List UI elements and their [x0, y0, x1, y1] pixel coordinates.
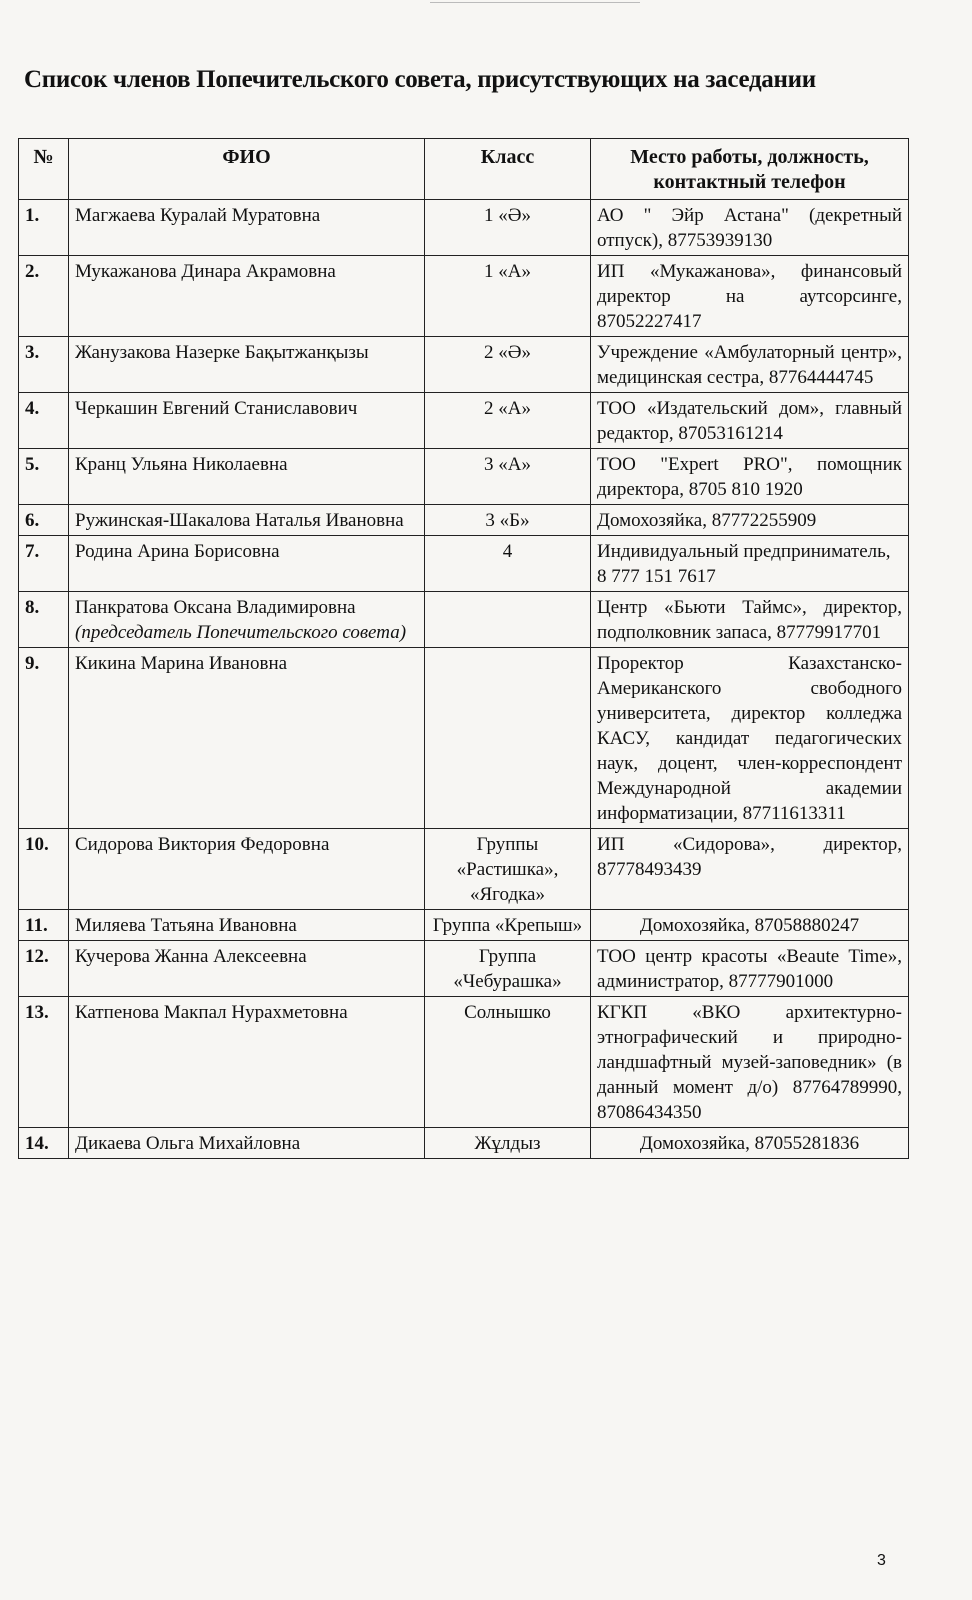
row-class: 1 «А»	[425, 256, 591, 337]
row-work: Центр «Бьюти Таймс», директор, подполковник запаса, 87779917701	[591, 592, 909, 648]
row-name: Кранц Ульяна Николаевна	[69, 449, 425, 505]
row-work: ИП «Сидорова», директор, 87778493439	[591, 829, 909, 910]
row-work: ТОО "Expert PRO", помощник директора, 8705 810 1920	[591, 449, 909, 505]
table-row	[19, 648, 909, 829]
row-name: Сидорова Виктория Федоровна	[69, 829, 425, 910]
row-name: Панкратова Оксана Владимировна	[75, 597, 356, 618]
row-work: Проректор Казахстанско-Американского свободного университета, директор колледжа КАСУ, кандидат педагогических наук, доцент, член-корреспондент Международной академии информатизации, 87711613311	[591, 648, 909, 829]
row-class: Солнышко	[425, 997, 591, 1128]
table-row	[19, 337, 909, 393]
row-class: Жұлдыз	[425, 1128, 591, 1159]
row-num: 13.	[19, 997, 69, 1128]
document-title: Список членов Попечительского совета, присутствующих на заседании	[24, 66, 816, 93]
table-row	[19, 200, 909, 256]
row-name: Катпенова Макпал Нурахметовна	[69, 997, 425, 1128]
row-name: Родина Арина Борисовна	[69, 536, 425, 592]
scan-artifact-line	[430, 2, 640, 3]
row-num: 4.	[19, 393, 69, 449]
row-work: АО " Эйр Астана" (декретный отпуск), 87753939130	[591, 200, 909, 256]
row-num: 8.	[19, 592, 69, 648]
table-row	[19, 829, 909, 910]
row-work: ТОО центр красоты «Beaute Time», администратор, 87777901000	[591, 941, 909, 997]
row-class: Группа «Чебурашка»	[425, 941, 591, 997]
row-class: 4	[425, 536, 591, 592]
row-num: 3.	[19, 337, 69, 393]
row-class	[425, 648, 591, 829]
table-row	[19, 941, 909, 997]
row-num: 10.	[19, 829, 69, 910]
row-num: 6.	[19, 505, 69, 536]
table-row	[19, 536, 909, 592]
row-name: Мукажанова Динара Акрамовна	[69, 256, 425, 337]
row-name: Жанузакова Назерке Бақытжанқызы	[69, 337, 425, 393]
table-row	[19, 505, 909, 536]
table-row	[19, 997, 909, 1128]
row-role: (председатель Попечительского совета)	[75, 622, 407, 643]
row-class: Группа «Крепыш»	[425, 910, 591, 941]
row-class: 2 «А»	[425, 393, 591, 449]
row-num: 11.	[19, 910, 69, 941]
table-row	[19, 1128, 909, 1159]
row-name-cell	[69, 592, 425, 648]
row-work: Домохозяйка, 87772255909	[591, 505, 909, 536]
row-num: 9.	[19, 648, 69, 829]
row-work: КГКП «ВКО архитектурно-этнографический и природно-ландшафтный музей-заповедник» (в данный момент д/о) 87764789990, 87086434350	[591, 997, 909, 1128]
table-row	[19, 910, 909, 941]
row-class: Группы «Растишка», «Ягодка»	[425, 829, 591, 910]
row-work: Домохозяйка, 87055281836	[591, 1128, 909, 1159]
row-work: Учреждение «Амбулаторный центр», медицинская сестра, 87764444745	[591, 337, 909, 393]
row-class	[425, 592, 591, 648]
row-class: 2 «Ә»	[425, 337, 591, 393]
row-num: 7.	[19, 536, 69, 592]
page-number: 3	[877, 1552, 886, 1569]
row-name: Ружинская-Шакалова Наталья Ивановна	[69, 505, 425, 536]
row-name: Кикина Марина Ивановна	[69, 648, 425, 829]
row-class: 3 «Б»	[425, 505, 591, 536]
row-name: Кучерова Жанна Алексеевна	[69, 941, 425, 997]
row-name: Черкашин Евгений Станиславович	[69, 393, 425, 449]
header-num: №	[19, 139, 69, 200]
row-name: Магжаева Куралай Муратовна	[69, 200, 425, 256]
table-row	[19, 393, 909, 449]
row-num: 14.	[19, 1128, 69, 1159]
table-row	[19, 592, 909, 648]
row-name: Миляева Татьяна Ивановна	[69, 910, 425, 941]
row-num: 5.	[19, 449, 69, 505]
row-num: 12.	[19, 941, 69, 997]
row-work: Домохозяйка, 87058880247	[591, 910, 909, 941]
members-table	[18, 138, 909, 1159]
row-class: 3 «А»	[425, 449, 591, 505]
header-work: Место работы, должность, контактный телефон	[591, 139, 909, 200]
row-work: ТОО «Издательский дом», главный редактор, 87053161214	[591, 393, 909, 449]
row-name: Дикаева Ольга Михайловна	[69, 1128, 425, 1159]
header-class: Класс	[425, 139, 591, 200]
table-row	[19, 256, 909, 337]
table-row	[19, 449, 909, 505]
row-work: ИП «Мукажанова», финансовый директор на аутсорсинге, 87052227417	[591, 256, 909, 337]
table-header-row	[19, 139, 909, 200]
header-name: ФИО	[69, 139, 425, 200]
row-num: 1.	[19, 200, 69, 256]
row-class: 1 «Ә»	[425, 200, 591, 256]
row-work: Индивидуальный предприниматель, 8 777 151 7617	[591, 536, 909, 592]
row-num: 2.	[19, 256, 69, 337]
